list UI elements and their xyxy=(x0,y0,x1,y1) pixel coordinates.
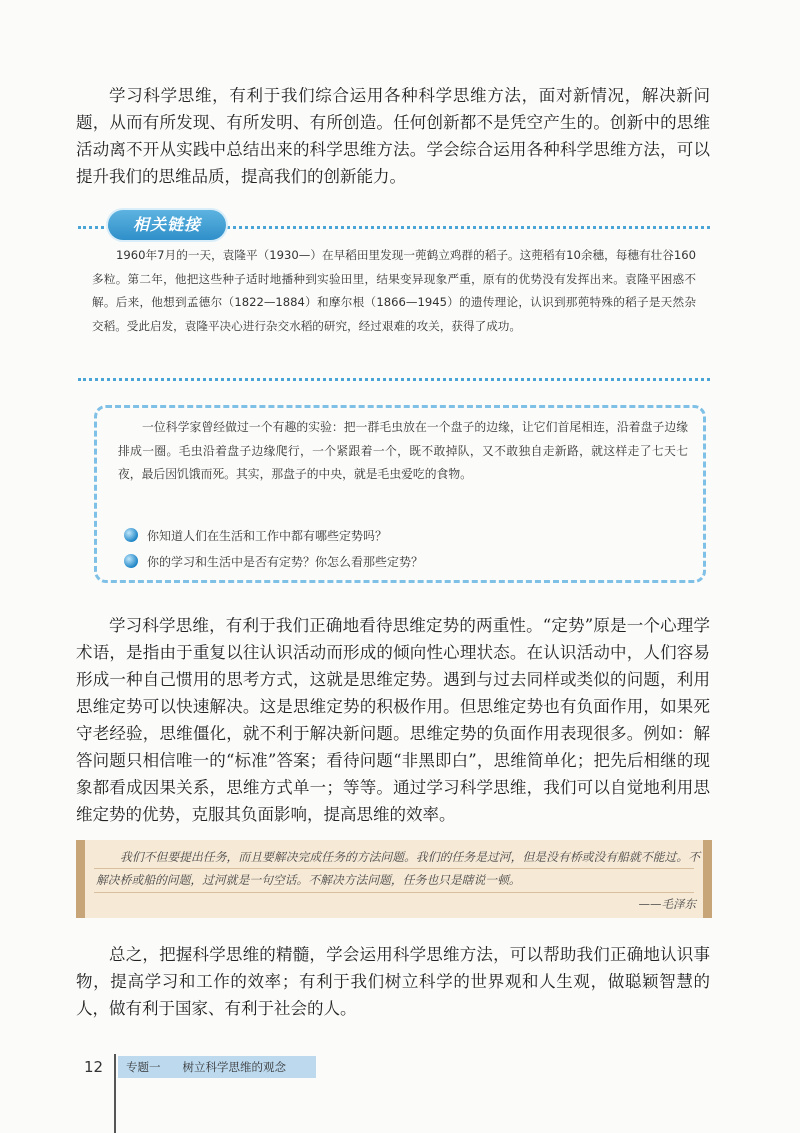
related-link-label: 相关链接 xyxy=(108,210,226,240)
question-item-1 xyxy=(124,526,387,546)
quote-author: ——毛泽东 xyxy=(638,897,696,911)
footer-section-label: 专题一 xyxy=(126,1060,161,1074)
quote-text: 我们不但要提出任务，而且要解决完成任务的方法问题。我们的任务是过河，但是没有桥或没有船就不能过。不解决桥或船的问题，过河就是一句空话。不解决方法问题，任务也只是瞎说一顿。 xyxy=(96,850,700,887)
related-link-text: 1960年7月的一天，袁隆平（1930—）在早稻田里发现一蔸鹤立鸡群的稻子。这蔸稻有10余穗，每穗有壮谷160多粒。第二年，他把这些种子适时地播种到实验田里，结果变异现象严重，原有的优势没有发挥出来。袁隆平困惑不解。后来，他想到孟德尔（1822—1884）和摩尔根（1866—1945）的遗传理论，认识到那蔸特殊的稻子是天然杂交稻。受此启发，袁隆平决心进行杂交水稻的研究，经过艰难的攻关，获得了成功。 xyxy=(92,248,696,334)
bullet-circle-icon xyxy=(124,528,138,542)
quote-ruled-line xyxy=(94,892,694,893)
running-footer xyxy=(118,1056,316,1078)
footer-vertical-rule xyxy=(114,1054,116,1133)
related-link-bottom-divider xyxy=(78,378,710,381)
question-text-2: 你的学习和生活中是否有定势？你怎么看那些定势？ xyxy=(147,555,424,569)
question-text-1: 你知道人们在生活和工作中都有哪些定势吗？ xyxy=(147,529,388,543)
footer-chapter-title: 树立科学思维的观念 xyxy=(182,1060,286,1074)
thinking-box-text: 一位科学家曾经做过一个有趣的实验：把一群毛虫放在一个盘子的边缘，让它们首尾相连，沿着盘子边缘排成一圈。毛虫沿着盘子边缘爬行，一个紧跟着一个，既不敢掉队，又不敢独自走新路，就这样走了七天七夜，最后因饥饿而死。其实，那盘子的中央，就是毛虫爱吃的食物。 xyxy=(118,420,688,481)
bullet-circle-icon xyxy=(124,554,138,568)
body-paragraph-1: 学习科学思维，有利于我们综合运用各种科学思维方法，面对新情况，解决新问题，从而有所发现、有所发明、有所创造。任何创新都不是凭空产生的。创新中的思维活动离不开从实践中总结出来的科学思维方法。学会综合运用各种科学思维方法，可以提升我们的思维品质，提高我们的创新能力。 xyxy=(76,86,710,186)
page-number: 12 xyxy=(84,1058,104,1076)
question-item-2 xyxy=(124,552,423,572)
body-paragraph-2: 学习科学思维，有利于我们正确地看待思维定势的两重性。“定势”原是一个心理学术语，是指由于重复以往认识活动而形成的倾向性心理状态。在认识活动中，人们容易形成一种自己惯用的思考方式，这就是思维定势。遇到与过去同样或类似的问题，利用思维定势可以快速解决。这是思维定势的积极作用。但思维定势也有负面作用，如果死守老经验，思维僵化，就不利于解决新问题。思维定势的负面作用表现很多。例如：解答问题只相信唯一的“标准”答案；看待问题“非黑即白”，思维简单化；把先后相继的现象都看成因果关系，思维方式单一；等等。通过学习科学思维，我们可以自觉地利用思维定势的优势，克服其负面影响，提高思维的效率。 xyxy=(76,616,710,824)
body-paragraph-3: 总之，把握科学思维的精髓，学会运用科学思维方法，可以帮助我们正确地认识事物，提高学习和工作的效率；有利于我们树立科学的世界观和人生观，做聪颖智慧的人，做有利于国家、有利于社会的人。 xyxy=(76,945,710,1018)
